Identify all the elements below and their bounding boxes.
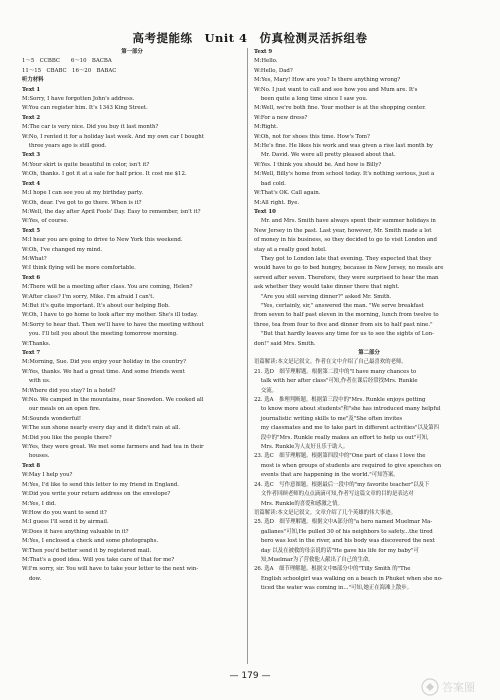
text-line: They got to London late that evening. They expected that they — [254, 255, 432, 262]
page-title: 高考提能练 Unit 4 仿真检测灵活拆组卷 — [132, 31, 368, 45]
text-line: W:I'm sorry, sir. You will have to take your letter to the next win- — [22, 566, 199, 573]
text-line: M:Well, the day after April Fools' Day. Easy to remember, isn't it? — [22, 208, 201, 215]
text-line: M:Yes, I'd like to send this letter to my friend in England. — [22, 481, 179, 488]
text-line: W:Yes, they were great. We met some farmers and had tea in their — [22, 444, 204, 451]
text-line: you. I'll tell you about the meeting tomorrow morning. — [22, 331, 178, 338]
text-line: 21. 选D 细节理解题。根据第二段中的"I have many chances to — [254, 368, 417, 375]
text-line: W:May I help you? — [22, 472, 73, 479]
passage-summary: 语篇解读:本文是记叙文。文章介绍了几个英雄的伟大事迹。 — [254, 509, 396, 516]
text-line: New Jersey in the past. Last year, however, Mr. Smith made a lot — [254, 227, 432, 234]
text-line: M:That's a good idea. Will you take care of that for me? — [22, 556, 175, 563]
text-line: W:Yes, of course. — [22, 218, 69, 225]
text-line: of money in his business, so they decided to go to visit London and — [254, 237, 437, 244]
text-line: ticed the water was coming in..."可知,她正在海滩上散步。 — [254, 585, 413, 592]
passage-summary: 语篇解读:本文是记叙文。作者在文中介绍了自己最喜欢的老师。 — [254, 359, 407, 366]
text-line: Mrs. Runkle为人友好且乐于助人。 — [254, 444, 349, 451]
part-heading: 第二部分 — [358, 350, 380, 356]
text-line: W:Oh, I've changed my mind. — [22, 246, 103, 253]
text-line: M:I hope I can see you at my birthday party. — [22, 190, 144, 197]
text-line: bad cold. — [254, 180, 286, 187]
text-line: houses. — [22, 453, 50, 460]
text-line: 23. 选C 细节理解题。根据第四段中的"One part of class I love the — [254, 453, 426, 460]
text-line: M:Sorry to hear that. Then we'll have to have the meeting without — [22, 321, 204, 328]
text-line: M:Well, we're both fine. Your mother is at the shopping center. — [254, 105, 426, 112]
text-line: M:What? — [22, 255, 47, 262]
left-column — [22, 48, 242, 664]
text-line: M:Yes, I enclosed a check and some photographs. — [22, 538, 159, 545]
section-heading: Text 7 — [22, 350, 41, 356]
text-line: M:Hello. — [254, 58, 278, 65]
text-line: 文作者回顾老师的点点滴滴可知,作者写这篇文章的目的是表达对 — [254, 491, 414, 498]
text-line: M:There will be a meeting after class. You are coming, Helen? — [22, 284, 193, 291]
text-line: 24. 选C 写作意图题。根据最后一段中的"my favorite teacher"以及下 — [254, 481, 430, 488]
text-line: M:Yes, I did. — [22, 500, 56, 507]
text-line: W:Yes. I think you should be. And how is Billy? — [254, 161, 382, 168]
text-line: M:I hear you are going to drive to New York this weekend. — [22, 237, 183, 244]
text-line: 22. 选A 推理判断题。根据第三段中的"Mrs. Runkle enjoys getting — [254, 397, 426, 404]
section-heading: Text 8 — [22, 462, 41, 469]
text-line: Mr. David. We were all pretty pleased about that. — [254, 152, 396, 159]
text-line: M:Sounds wonderful! — [22, 415, 82, 422]
text-line: M:Did you like the people there? — [22, 434, 112, 441]
text-line: W:Then you'd better send it by registered mail. — [22, 547, 152, 554]
text-line: W:You can register him. It's 1343 King Street. — [22, 105, 148, 112]
text-line: W:Yes, thanks. We had a great time. And some friends went — [22, 368, 185, 375]
text-line: 25. 选D 细节理解题。根据文中A部分的"a hero named Muelmar Ma- — [254, 519, 433, 526]
text-line: M:But it's quite important. It's about our helping Bob. — [22, 302, 170, 309]
page-number: — 179 — — [229, 671, 271, 681]
text-line: hero was lost in the river, and his body was discovered the next — [254, 538, 435, 545]
text-line: W:I think flying will be more comfortable. — [22, 265, 136, 272]
text-line: W:Does it have anything valuable in it? — [22, 528, 129, 535]
right-column — [254, 48, 484, 664]
text-line: 知,Muelmar为了营救他人献出了自己的生命。 — [254, 556, 374, 563]
text-line: W:Thanks. — [22, 340, 51, 347]
text-line: talk with her after class"可知,作者在课后经常找Mrs. Runkle — [254, 378, 418, 385]
text-line: ask whether they would take dinner there that night. — [254, 284, 400, 291]
text-line: M:Yes, Mary! How are you? Is there anything wrong? — [254, 77, 401, 84]
text-line: W:Did you write your return address on the envelope? — [22, 491, 171, 498]
part-heading: 第一部分 — [121, 49, 143, 55]
text-line: "Are you still serving dinner?" asked Mr. Smith. — [254, 293, 392, 300]
text-line: 11～15 CBABC 16～20 BABAC — [22, 67, 117, 74]
section-heading: Text 10 — [254, 208, 276, 215]
text-line: M:He's fine. He likes his work and was given a rise last month by — [254, 143, 433, 150]
text-line: "Yes, certainly, sir," answered the man. "We serve breakfast — [254, 302, 424, 309]
text-line: W:Hello, Dad? — [254, 67, 293, 74]
text-line: M:Well, Billy's home from school today. It's nothing serious, just a — [254, 171, 435, 178]
section-heading: Text 4 — [22, 180, 41, 187]
text-line: M:Your skirt is quite beautiful in color, isn't it? — [22, 161, 150, 168]
text-line: W:That's OK. Call again. — [254, 190, 321, 197]
text-line: W:No. We camped in the mountains, near Snowdon. We cooked all — [22, 397, 204, 404]
text-line: day 以及在被救的母亲说的话"He gave his life for my baby"可 — [254, 547, 419, 554]
text-line: W:No, I rented it for a holiday last week. And my own car I bought — [22, 133, 204, 140]
text-line: 1～5 CCBBC 6～10 BACBA — [22, 58, 112, 65]
text-line: W:The sun shone nearly every day and it didn't rain at all. — [22, 425, 181, 432]
text-line: three, tea from four to five and dinner from six to half past nine." — [254, 321, 433, 328]
section-heading: Text 1 — [22, 86, 41, 93]
text-line: M:Morning, Sue. Did you enjoy your holiday in the country? — [22, 359, 187, 366]
section-heading: Text 5 — [22, 227, 41, 234]
section-heading: Text 3 — [22, 152, 41, 159]
text-line: gallanes"可知,He pulled 30 of his neighbors to safety...the tired — [254, 528, 433, 535]
text-line: with us. — [22, 378, 51, 385]
text-line: our meals on an open fire. — [22, 406, 101, 413]
text-line: to know more about students"和"she has introduced many helpful — [254, 406, 441, 413]
text-line: English schoolgirl was walking on a beach in Phuket when she no- — [254, 575, 443, 582]
text-line: Mrs. Runkle的喜爱和感激之情。 — [254, 500, 343, 507]
text-line: W:Oh, I have to go home to look after my mother. She's ill today. — [22, 312, 198, 319]
text-line: Mr. and Mrs. Smith have always spent their summer holidays in — [254, 218, 436, 225]
text-line: "But that hardly leaves any time for us to see the sights of Lon- — [254, 331, 434, 338]
text-line: my classmates and me to take part in different activities"以及第四 — [254, 425, 440, 432]
section-heading: Text 6 — [22, 274, 41, 281]
text-line: most is when groups of students are required to give speeches on — [254, 462, 442, 469]
text-line: M:Right. — [254, 124, 278, 131]
section-heading: 听力材料 — [22, 77, 44, 84]
text-line: W:How do you want to send it? — [22, 509, 107, 516]
text-line: 交流。 — [254, 387, 278, 394]
text-line: W:Oh, dear. I've got to go there. When is it? — [22, 199, 142, 206]
text-line: W:For a new dress? — [254, 114, 308, 121]
text-line: M:Where did you stay? In a hotel? — [22, 387, 116, 394]
text-line: would have to go to bed hungry, because in New Jersey, no meals are — [254, 265, 444, 272]
section-heading: Text 2 — [22, 114, 41, 121]
text-line: journalistic writing skills to me"及"She often invites — [254, 415, 403, 422]
watermark-text: 答案圈 — [442, 681, 475, 694]
column-divider — [247, 48, 248, 664]
text-line: M:The car is very nice. Did you buy it last month? — [22, 124, 159, 131]
text-line: W:Oh, not for shoes this time. How's Tom? — [254, 133, 370, 140]
text-line: don!" said Mrs. Smith. — [254, 340, 316, 347]
text-line: W:No. I just want to call and see how you and Mum are. It's — [254, 86, 418, 93]
text-line: served after seven. Therefore, they were surprised to hear the man — [254, 274, 439, 281]
text-line: M:I guess I'll send it by airmail. — [22, 519, 109, 526]
section-heading: Text 9 — [254, 49, 273, 55]
text-line: M:Sorry, I have forgotten John's address. — [22, 96, 135, 103]
text-line: three years ago is still good. — [22, 143, 107, 150]
text-line: M:All right. Bye. — [254, 199, 300, 206]
text-line: W:After class? I'm sorry, Mike. I'm afraid I can't. — [22, 293, 155, 300]
watermark-logo — [420, 676, 494, 698]
text-line: 26. 选A 细节理解题。根据文中B部分中的"Tilly Smith 的"The — [254, 566, 411, 573]
text-line: W:Oh, thanks. I got it at a sale for half price. It cost me $12. — [22, 171, 187, 178]
text-line: events that are happening in the world."可知答案。 — [254, 472, 399, 479]
text-line: been quite a long time since I saw you. — [254, 96, 368, 103]
text-line: dow. — [22, 575, 42, 582]
text-line: stay at a really good hotel. — [254, 246, 327, 253]
text-line: from seven to half past eleven in the morning, lunch from twelve to — [254, 312, 439, 319]
text-line: 段中的"Mrs. Runkle really makes an effort to help us out"可知, — [254, 434, 429, 441]
